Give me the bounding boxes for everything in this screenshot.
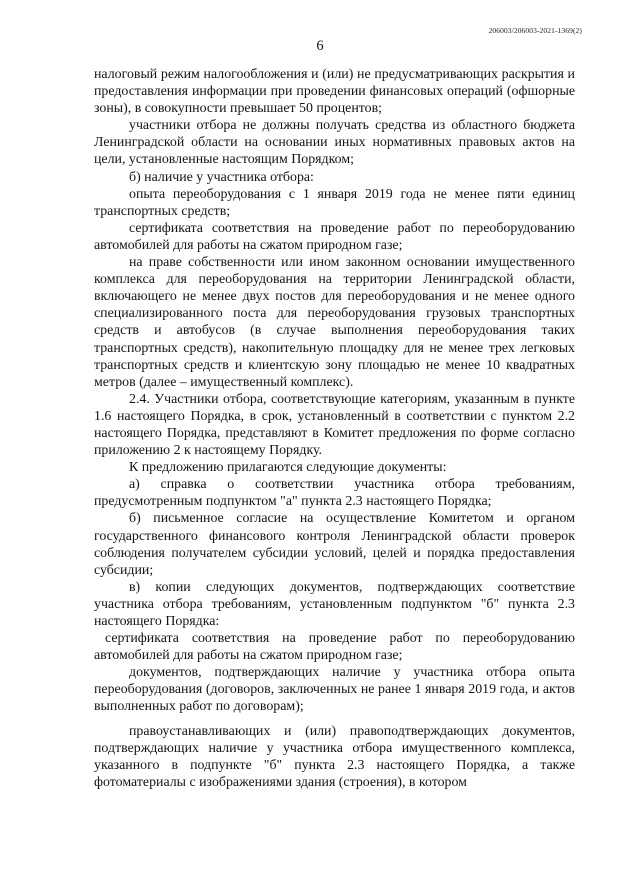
document-id: 206003/206003-2021-1369(2) — [488, 26, 582, 35]
document-body — [94, 66, 575, 791]
paragraph: опыта переоборудования с 1 января 2019 года не менее пяти единиц транспортных средств; — [94, 186, 575, 219]
paragraph: правоустанавливающих и (или) правоподтверждающих документов, подтверждающих наличие у участника отбора имущественного комплекса, указанного в подпункте "б" пункта 2.3 настоящего Порядка, а также фотоматериалы с изображениями здания (строения), в котором — [94, 723, 575, 790]
paragraph: сертификата соответствия на проведение работ по переоборудованию автомобилей для работы на сжатом природном газе; — [94, 631, 575, 664]
paragraph: документов, подтверждающих наличие у участника отбора опыта переоборудования (договоров, заключенных не ранее 1 января 2019 года, и актов выполненных работ по договорам); — [94, 665, 575, 715]
paragraph: в) копии следующих документов, подтверждающих соответствие участника отбора требованиям, установленным подпунктом "б" пункта 2.3 настоящего Порядка: — [94, 579, 575, 629]
paragraph: б) письменное согласие на осуществление Комитетом и органом государственного финансового контроля Ленинградской области проверок соблюдения получателем субсидии условий, целей и порядка предоставления субсидии; — [94, 511, 575, 578]
paragraph: сертификата соответствия на проведение работ по переоборудованию автомобилей для работы на сжатом природном газе; — [94, 220, 575, 253]
paragraph: 2.4. Участники отбора, соответствующие категориям, указанным в пункте 1.6 настоящего Порядка, в срок, установленный в соответствии с пунктом 2.2 настоящего Порядка, представляют в Комитет предложения по форме согласно приложению 2 к настоящему Порядку. — [94, 391, 575, 459]
page-number: 6 — [316, 38, 324, 54]
paragraph: на праве собственности или ином законном основании имущественного комплекса для переоборудования на территории Ленинградской области, включающего не менее двух постов для переоборудования и не менее одного специализированного поста для переоборудования грузовых транспортных средств и автобусов (в случае выполнения переоборудования таких транспортных средств), накопительную площадку для не менее трех легковых транспортных средств и клиентскую зону площадью не менее 10 квадратных метров (далее – имущественный комплекс). — [94, 255, 575, 390]
paragraph: б) наличие у участника отбора: — [129, 169, 314, 185]
paragraph: налоговый режим налогообложения и (или) не предусматривающих раскрытия и предоставления информации при проведении финансовых операций (офшорные зоны), в совокупности превышает 50 процентов; — [94, 67, 575, 117]
paragraph: К предложению прилагаются следующие документы: — [129, 460, 447, 476]
paragraph: а) справка о соответствии участника отбора требованиям, предусмотренным подпунктом "а" пункта 2.3 настоящего Порядка; — [94, 477, 575, 510]
paragraph: участники отбора не должны получать средства из областного бюджета Ленинградской области на основании иных нормативных правовых актов на цели, установленные настоящим Порядком; — [94, 118, 575, 168]
